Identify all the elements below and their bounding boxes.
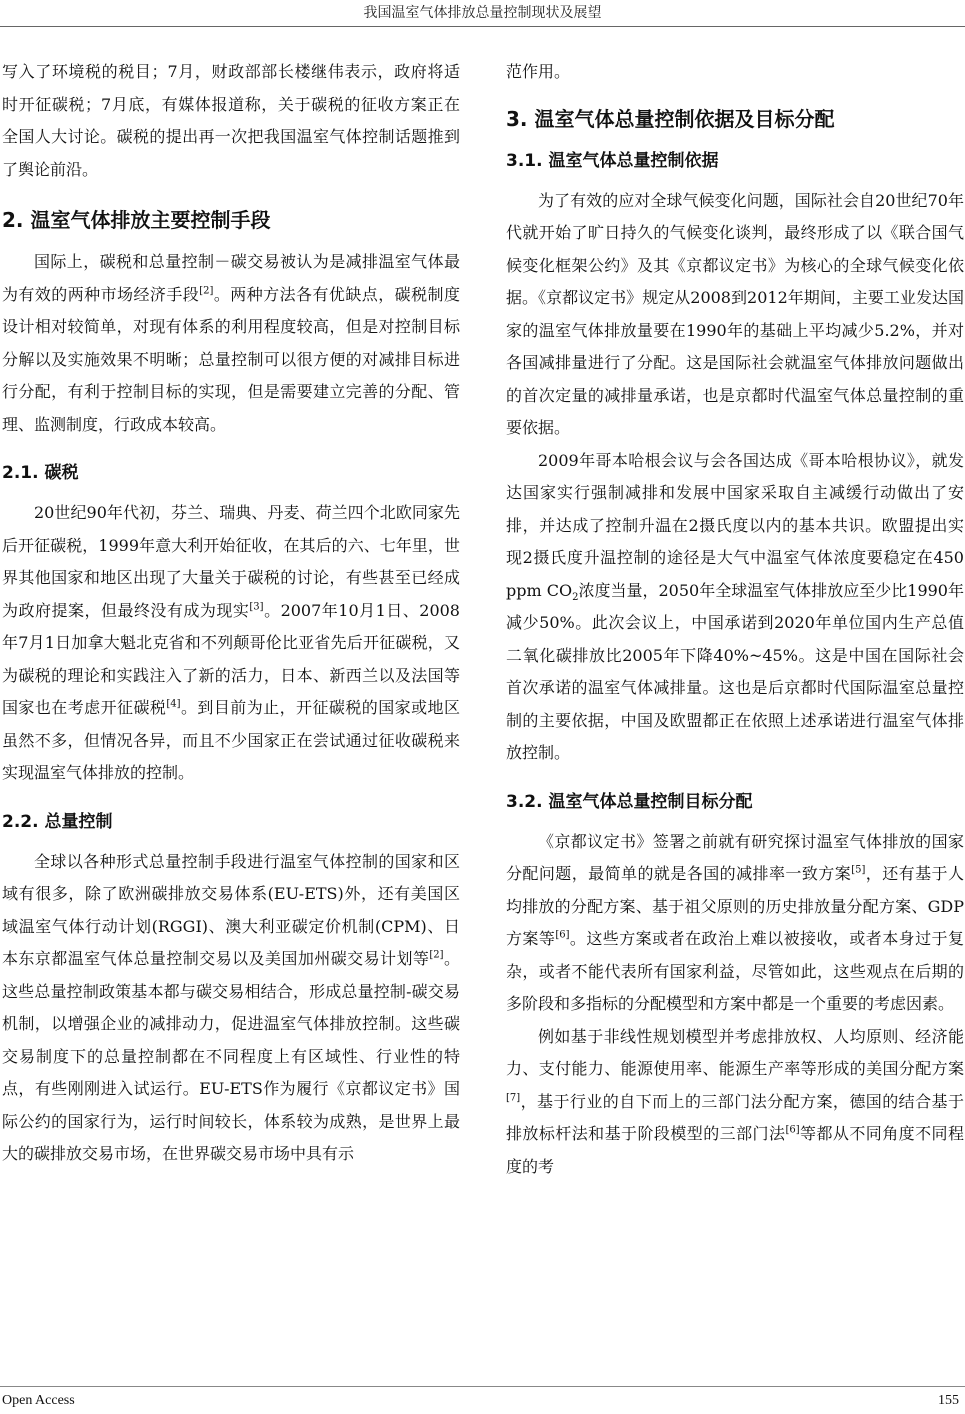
section-3-2-paragraph-2: 例如基于非线性规划模型并考虑排放权、人均原则、经济能力、支付能力、能源使用率、能源生产率等形成的美国分配方案[7]，基于行业的自下而上的三部门法分配方案，德国的结合基于排放标杆法和基于阶段模型的三部门法[6]等都从不同角度不同程度的考 bbox=[506, 1026, 964, 1176]
section-3-2-heading: 3.2. 温室气体总量控制目标分配 bbox=[506, 791, 753, 812]
citation-ref[interactable]: [6] bbox=[785, 1124, 800, 1136]
page-number: 155 bbox=[938, 1393, 959, 1408]
section-3-1-paragraph-1: 为了有效的应对全球气候变化问题，国际社会自20世纪70年代就开始了旷日持久的气候变化谈判，最终形成了以《联合国气候变化框架公约》及其《京都议定书》为核心的全球气候变化依据。《京都议定书》规定从2008到2012年期间，主要工业发达国家的温室气体排放量要在1990年的基础上平均减少5.2%，并对各国减排量进行了分配。这是国际社会就温室气体排放问题做出的首次定量的减排量承诺，也是京都时代温室气体总量控制的重要依据。 bbox=[506, 190, 964, 437]
section-2-1-heading: 2.1. 碳税 bbox=[2, 463, 79, 483]
section-3-heading: 3. 温室气体总量控制依据及目标分配 bbox=[506, 106, 835, 131]
footer-rule bbox=[0, 1386, 965, 1387]
section-2-2-paragraph: 全球以各种形式总量控制手段进行温室气体控制的国家和区域有很多，除了欧洲碳排放交易体系(EU-ETS)外，还有美国区域温室气体行动计划(RGGI)、澳大利亚碳定价机制(CPM)、日本东京都温室气体总量控制交易以及美国加州碳交易计划等[2]。这些总量控制政策基本都与碳交易相结合，形成总量控制-碳交易机制，以增强企业的减排动力，促进温室气体排放控制。这些碳交易制度下的总量控制都在不同程度上有区域性、行业性的特点，有些刚刚进入试运行。EU-ETS作为履行《京都议定书》国际公约的国家行为，运行时间较长，体系较为成熟，是世界上最大的碳排放交易市场，在世界碳交易市场中具有示 bbox=[2, 851, 460, 1163]
co2-subscript: 2 bbox=[572, 591, 579, 603]
citation-ref[interactable]: [2] bbox=[429, 949, 444, 961]
right-column bbox=[506, 56, 964, 1183]
citation-ref[interactable]: [4] bbox=[166, 698, 181, 710]
citation-ref[interactable]: [2] bbox=[199, 285, 214, 297]
section-2-heading: 2. 温室气体排放主要控制手段 bbox=[2, 208, 271, 232]
section-2-1-paragraph: 20世纪90年代初，芬兰、瑞典、丹麦、荷兰四个北欧同家先后开征碳税，1999年意大利开始征收，在其后的六、七年里，世界其他国家和地区出现了大量关于碳税的讨论，有些甚至已经成为政府提案，但最终没有成为现实[3]。2007年10月1日、2008年7月1日加拿大魁北克省和不列颠哥伦比亚省先后开征碳税，又为碳税的理论和实践注入了新的活力，日本、新西兰以及法国等国家也在考虑开征碳税[4]。到目前为止，开征碳税的国家或地区虽然不多，但情况各异，而且不少国家正在尝试通过征收碳税来实现温室气体排放的控制。 bbox=[2, 503, 460, 782]
citation-ref[interactable]: [5] bbox=[851, 864, 866, 876]
running-title: 我国温室气体排放总量控制现状及展望 bbox=[363, 5, 602, 21]
intro-paragraph: 写入了环境税的税目；7月，财政部部长楼继伟表示，政府将适时开征碳税；7月底，有媒体报道称，关于碳税的征收方案正在全国人大讨论。碳税的提出再一次把我国温室气体控制话题推到了舆论前沿。 bbox=[2, 62, 460, 179]
section-3-1-paragraph-2: 2009年哥本哈根会议与会各国达成《哥本哈根协议》，就发达国家实行强制减排和发展中国家采取自主减缓行动做出了安排，并达成了控制升温在2摄氏度以内的基本共识。欧盟提出实现2摄氏度升温控制的途径是大气中温室气体浓度要稳定在450 ppm $CO_2$浓度当量，2050年全球温室气体排放应至少比1990年减少50%。此次会议上，中国承诺到2020年单位国内生产总值二氧化碳排放比2005年下降40%~45%。这是中国在国际社会首次承诺的温室气体减排量。这也是后京都时代国际温室总量控制的主要依据，中国及欧盟都正在依照上述承诺进行温室气体排放控制。 bbox=[506, 450, 964, 762]
section-2-paragraph: 国际上，碳税和总量控制－碳交易被认为是减排温室气体最为有效的两种市场经济手段[2]。两种方法各有优缺点，碳税制度设计相对较简单，对现有体系的利用程度较高，但是对控制目标分解以及实施效果不明晰；总量控制可以很方便的对减排目标进行分配，有利于控制目标的实现，但是需要建立完善的分配、管理、监测制度，行政成本较高。 bbox=[2, 252, 460, 434]
section-3-2-paragraph-1: 《京都议定书》签署之前就有研究探讨温室气体排放的国家分配问题，最简单的就是各国的减排率一致方案[5]，还有基于人均排放的分配方案、基于祖父原则的历史排放量分配方案、GDP方案等[6]。这些方案或者在政治上难以被接收，或者本身过于复杂，或者不能代表所有国家利益，尽管如此，这些观点在后期的多阶段和多指标的分配模型和方案中都是一个重要的考虑因素。 bbox=[506, 831, 964, 1013]
citation-ref[interactable]: [7] bbox=[506, 1092, 521, 1104]
header-rule bbox=[0, 26, 965, 27]
left-column bbox=[2, 56, 460, 1171]
citation-ref[interactable]: [3] bbox=[249, 601, 264, 613]
continued-paragraph: 范作用。 bbox=[506, 62, 571, 81]
citation-ref[interactable]: [6] bbox=[555, 929, 570, 941]
section-3-1-heading: 3.1. 温室气体总量控制依据 bbox=[506, 150, 719, 171]
journal-name: Open Access bbox=[2, 1393, 75, 1408]
section-2-2-heading: 2.2. 总量控制 bbox=[2, 811, 113, 832]
